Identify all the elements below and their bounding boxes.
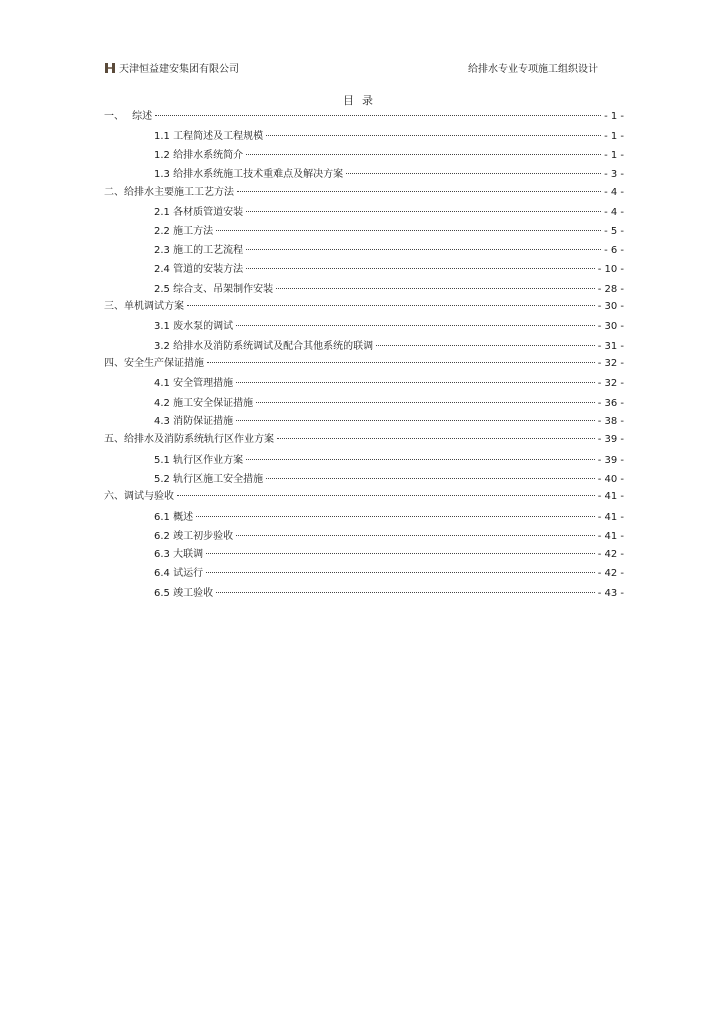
toc-entry-label: 6.3 大联调 — [154, 549, 204, 560]
toc-dot-leader — [246, 154, 601, 155]
toc-entry-label: 3.2 给排水及消防系统调试及配合其他系统的联调 — [154, 341, 374, 352]
toc-entry-page: - 42 - — [597, 549, 624, 560]
toc-entry-label: 1.1 工程简述及工程规模 — [154, 131, 264, 142]
toc-entry-label: 三、单机调试方案 — [104, 301, 184, 312]
toc-entry-page: - 36 - — [597, 398, 624, 409]
toc-entry-page: - 41 - — [597, 512, 624, 523]
toc-dot-leader — [237, 191, 601, 192]
toc-entry-page: - 28 - — [597, 284, 624, 295]
toc-dot-leader — [246, 459, 595, 460]
toc-entry[interactable] — [154, 377, 624, 391]
toc-entry-page: - 5 - — [604, 226, 624, 237]
toc-entry-label: 四、安全生产保证措施 — [104, 358, 204, 369]
toc-entry-page: - 1 - — [604, 150, 624, 161]
toc-entry-label: 2.2 施工方法 — [154, 226, 214, 237]
toc-entry-page: - 41 - — [597, 491, 624, 502]
toc-entry-label: 2.5 综合支、吊架制作安装 — [154, 284, 274, 295]
page-header — [104, 60, 624, 76]
toc-entry[interactable] — [154, 454, 624, 468]
toc-entry[interactable] — [104, 357, 624, 371]
toc-entry-page: - 30 - — [597, 301, 624, 312]
toc-entry-label: 1.2 给排水系统简介 — [154, 150, 244, 161]
toc-dot-leader — [177, 495, 595, 496]
toc-entry-label: 4.1 安全管理措施 — [154, 378, 234, 389]
toc-entry-label: 2.3 施工的工艺流程 — [154, 245, 244, 256]
toc-entry-label: 6.2 竣工初步验收 — [154, 531, 234, 542]
toc-dot-leader — [266, 135, 601, 136]
document-title: 给排水专业专项施工组织设计 — [468, 64, 598, 75]
toc-entry-page: - 4 - — [604, 187, 624, 198]
toc-entry[interactable] — [154, 587, 624, 601]
toc-entry-label: 一、 综述 — [104, 111, 153, 122]
toc-entry[interactable] — [154, 263, 624, 277]
toc-entry-page: - 39 - — [597, 455, 624, 466]
toc-dot-leader — [277, 438, 595, 439]
toc-entry-page: - 10 - — [597, 264, 624, 275]
toc-entry-label: 6.4 试运行 — [154, 568, 204, 579]
toc-entry-page: - 43 - — [597, 588, 624, 599]
toc-dot-leader — [196, 516, 595, 517]
toc-entry-label: 6.5 竣工验收 — [154, 588, 214, 599]
toc-entry-page: - 1 - — [604, 111, 624, 122]
toc-dot-leader — [266, 478, 595, 479]
toc-dot-leader — [207, 362, 595, 363]
toc-entry-page: - 6 - — [604, 245, 624, 256]
toc-entry-page: - 32 - — [597, 378, 624, 389]
toc-entry[interactable] — [154, 225, 624, 239]
toc-entry[interactable] — [154, 283, 624, 297]
toc-entry-page: - 41 - — [597, 531, 624, 542]
toc-entry-page: - 3 - — [604, 169, 624, 180]
toc-entry-page: - 31 - — [597, 341, 624, 352]
toc-entry-label: 5.2 轨行区施工安全措施 — [154, 474, 264, 485]
toc-entry-page: - 40 - — [597, 474, 624, 485]
toc-dot-leader — [236, 420, 595, 421]
toc-entry[interactable] — [104, 433, 624, 447]
company-name: 天津恒益建安集团有限公司 — [119, 64, 239, 75]
toc-entry-label: 6.1 概述 — [154, 512, 194, 523]
toc-dot-leader — [346, 173, 601, 174]
toc-dot-leader — [236, 382, 595, 383]
toc-entry-page: - 38 - — [597, 416, 624, 427]
toc-entry[interactable] — [154, 320, 624, 334]
toc-entry[interactable] — [154, 149, 624, 163]
toc-entry-page: - 1 - — [604, 131, 624, 142]
toc-dot-leader — [256, 402, 595, 403]
toc-dot-leader — [246, 211, 601, 212]
toc-dot-leader — [246, 268, 595, 269]
toc-entry-label: 3.1 废水泵的调试 — [154, 321, 234, 332]
toc-entry[interactable] — [154, 415, 624, 429]
toc-entry[interactable] — [154, 567, 624, 581]
toc-entry-page: - 42 - — [597, 568, 624, 579]
toc-entry[interactable] — [154, 397, 624, 411]
toc-entry-label: 1.3 给排水系统施工技术重难点及解决方案 — [154, 169, 344, 180]
toc-entry-page: - 39 - — [597, 434, 624, 445]
toc-dot-leader — [216, 230, 601, 231]
toc-entry[interactable] — [154, 340, 624, 354]
toc-heading: 目录 — [343, 94, 381, 107]
toc-entry-label: 4.2 施工安全保证措施 — [154, 398, 254, 409]
toc-entry-label: 六、调试与验收 — [104, 491, 174, 502]
toc-entry[interactable] — [104, 186, 624, 200]
toc-entry[interactable] — [154, 473, 624, 487]
toc-entry[interactable] — [154, 530, 624, 544]
toc-dot-leader — [206, 553, 595, 554]
toc-entry-label: 4.3 消防保证措施 — [154, 416, 234, 427]
toc-entry[interactable] — [104, 110, 624, 124]
toc-entry[interactable] — [154, 130, 624, 144]
toc-entry-page: - 32 - — [597, 358, 624, 369]
toc-dot-leader — [276, 288, 595, 289]
toc-dot-leader — [236, 325, 595, 326]
toc-entry-page: - 30 - — [597, 321, 624, 332]
toc-entry[interactable] — [154, 511, 624, 525]
toc-entry-label: 二、给排水主要施工工艺方法 — [104, 187, 234, 198]
toc-entry[interactable] — [154, 548, 624, 562]
toc-entry[interactable] — [154, 244, 624, 258]
toc-dot-leader — [206, 572, 595, 573]
toc-dot-leader — [155, 115, 601, 116]
toc-dot-leader — [236, 535, 595, 536]
toc-entry-label: 5.1 轨行区作业方案 — [154, 455, 244, 466]
toc-entry[interactable] — [154, 168, 624, 182]
toc-dot-leader — [246, 249, 601, 250]
toc-dot-leader — [216, 592, 595, 593]
toc-dot-leader — [376, 345, 595, 346]
company-name-block — [104, 60, 239, 75]
toc-entry[interactable] — [104, 300, 624, 314]
company-logo-icon — [104, 62, 116, 74]
toc-entry-label: 五、给排水及消防系统轨行区作业方案 — [104, 434, 274, 445]
toc-entry-label: 2.4 管道的安装方法 — [154, 264, 244, 275]
toc-entry[interactable] — [104, 490, 624, 504]
toc-entry-label: 2.1 各材质管道安装 — [154, 207, 244, 218]
toc-entry-page: - 4 - — [604, 207, 624, 218]
toc-entry[interactable] — [154, 206, 624, 220]
toc-dot-leader — [187, 305, 595, 306]
